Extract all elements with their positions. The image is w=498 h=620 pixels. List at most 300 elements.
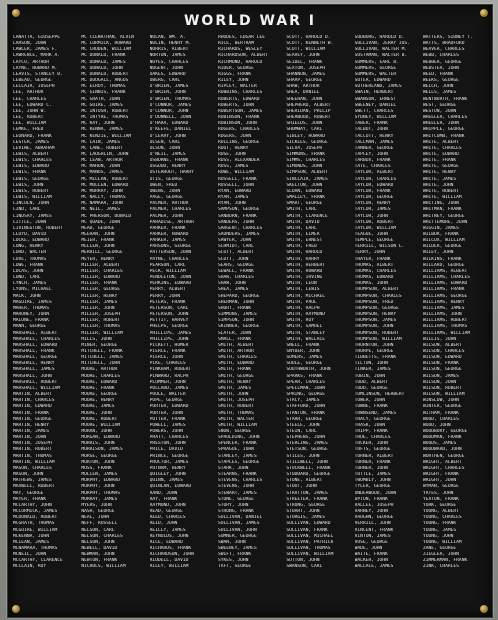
name-entry: SMITH, CARL xyxy=(286,207,317,213)
name-entry: WILLIAMS, EDWARD xyxy=(422,281,468,287)
name-entry: SMITH, JAMES xyxy=(217,385,252,391)
name-entry: SCOTT, KENNETH W. xyxy=(286,41,334,47)
name-entry: MANN, GEORGE xyxy=(13,324,47,330)
name-entry: STEIN, CARL xyxy=(286,429,317,434)
name-entry: MARSHALL, FRANK xyxy=(13,348,55,354)
name-entry: SMITH, RAYMOND xyxy=(286,312,326,318)
name-entry: SANBORN, FRANK xyxy=(217,213,257,219)
name-entry: WRIGHT, FRANK xyxy=(422,472,459,478)
name-entry: WITHAM, FRANK xyxy=(422,410,459,416)
name-entry: ZANE, GEORGE xyxy=(422,545,457,551)
name-entry: MOORE, ARTHUR xyxy=(81,367,118,373)
name-entry: PRESTON, JOHN xyxy=(149,441,186,447)
name-entry: RICHARDS, WESLEY xyxy=(217,47,263,53)
name-entry: LEWIS, FRANK xyxy=(13,170,47,176)
name-entry: NOLIN, HENRY M. xyxy=(149,41,192,47)
name-entry: SHAW, CHARLES xyxy=(217,275,254,281)
name-entry: PHELPS, GEORGE xyxy=(149,324,189,330)
name-entry: OWEN, FRED xyxy=(149,182,178,188)
name-entry: STETSON, GEORGE xyxy=(286,447,328,453)
name-entry: MORRIS, JOHN xyxy=(81,441,115,447)
name-entry: MC KENZIE, WILLIAM xyxy=(81,133,132,139)
name-entry: LEWIS, ALBERT xyxy=(13,151,49,157)
name-entry: WELCH, JOHN xyxy=(422,84,454,90)
name-entry: TOMLINSON, HERBERT xyxy=(354,392,405,398)
name-entry: NEWELL, DAVID xyxy=(81,545,118,551)
name-entry: WILSON, ALBERT xyxy=(422,342,462,348)
name-entry: PIERCE, FRANK xyxy=(149,348,186,354)
name-entry: WILBUR, FRANK xyxy=(422,232,459,237)
name-entry: WILLIAMS, FRANK xyxy=(422,287,465,293)
name-entry: MILLER, HENRY xyxy=(81,293,118,299)
name-entry: MARTIN, GEORGE xyxy=(13,416,52,422)
name-entry: MCDONALD, ROBERT xyxy=(13,515,58,521)
name-entry: OLSEN, CARL xyxy=(149,139,181,145)
name-entry: STILLWELL, JOHN xyxy=(286,459,328,465)
name-entry: REED, CHARLES xyxy=(149,515,186,521)
name-entry: MC DONALD, FRANK xyxy=(81,53,126,59)
plaque-title: WORLD WAR I xyxy=(183,13,317,29)
name-entry: STACY, JAMES xyxy=(286,398,320,404)
name-entry: MCKENNA, JOHN xyxy=(13,533,49,539)
name-entry: VAUGHN, GEORGE xyxy=(354,515,394,521)
name-column xyxy=(150,35,216,607)
name-entry: SYKES, JOHN xyxy=(217,558,249,564)
name-entry: LANATTA, GIUSEPPE xyxy=(13,35,61,40)
name-entry: SKELTON, JOHN xyxy=(286,182,323,188)
name-entry: LEWIS, WILLIAM xyxy=(13,195,52,201)
name-entry: NEAL, JOHN xyxy=(81,515,109,521)
name-entry: READ, GEORGE xyxy=(149,509,183,515)
name-entry: SPRING, GEORGE xyxy=(286,392,326,398)
name-entry: MITCHELL, JOHN xyxy=(81,361,121,367)
name-entry: WILKINS, FRANK xyxy=(422,256,462,262)
name-entry: TRUE, CHARLES xyxy=(354,435,391,441)
name-entry: WHEELER, JOHN xyxy=(422,121,459,127)
name-entry: THOMPSON, ALBERT xyxy=(354,287,399,293)
name-entry: SULLIVAN, EDWARD xyxy=(286,521,331,527)
name-entry: STOUT, JOHN xyxy=(286,484,317,490)
name-entry: TARBOX, FRANK xyxy=(354,158,391,164)
name-entry: MC DOUGALL, ANGUS xyxy=(81,78,129,84)
name-entry: SIMMS, CHARLES xyxy=(286,158,326,164)
name-entry: MARSHALL, HENRY xyxy=(13,361,55,367)
name-entry: SIBLEY, HOWARD xyxy=(286,133,326,139)
name-entry: WHIPPLE, GEORGE xyxy=(422,127,465,133)
name-entry: RAY, FRANK xyxy=(149,496,178,502)
name-entry: MAYER, FRANK xyxy=(13,496,47,502)
name-entry: STEVENS, CHARLES xyxy=(217,478,263,484)
name-entry: STOCKWELL, FRANK xyxy=(286,465,331,471)
name-entry: TRIPP, FRANK xyxy=(354,429,388,434)
name-entry: VARNEY, JOHN xyxy=(354,509,388,515)
name-entry: STEARNS, FRANK xyxy=(217,472,257,478)
name-entry: SMITH, FRED xyxy=(286,244,317,250)
name-entry: MARTIN, JAMES xyxy=(13,429,49,434)
name-entry: ROBERTSON, JAMES xyxy=(217,108,263,114)
name-entry: PETERSON, CARL xyxy=(149,305,189,311)
name-entry: TEMPLE, GEORGE xyxy=(354,238,394,244)
name-entry: TINKER, JAMES xyxy=(354,367,391,373)
name-entry: TRASK, JOHN xyxy=(354,422,386,428)
name-entry: O'KEEFE, DANIEL xyxy=(149,127,192,133)
name-entry: LINCOLN, JOHN xyxy=(13,201,49,207)
name-entry: WOODMAN, FRANK xyxy=(422,435,462,441)
name-entry: NASH, GEORGE xyxy=(81,509,115,515)
name-entry: PRICE, DAVID xyxy=(149,447,183,453)
name-entry: MC INTOSH, ROBERT xyxy=(81,108,129,114)
name-entry: TUFTS, GEORGE xyxy=(354,447,391,453)
name-entry: TAYLOR, ROBERT xyxy=(354,219,394,225)
name-entry: WADE, JOHN xyxy=(354,545,383,551)
name-entry: SIMPSON, ALBERT xyxy=(286,170,328,176)
name-entry: WEEKS, GEORGE xyxy=(422,78,459,84)
name-entry: TODD, ALBERT xyxy=(354,379,388,385)
name-entry: SEAVEY, JOHN xyxy=(286,53,320,59)
name-entry: MORRISON, JAMES xyxy=(81,447,123,453)
name-entry: TAYLOR, FRANK xyxy=(354,188,391,194)
name-entry: MARTIN, CHARLES xyxy=(13,398,55,404)
name-entry: MURPHY, THOMAS xyxy=(81,490,121,496)
name-entry: SHANNON, JAMES xyxy=(286,71,326,77)
name-entry: WHITE, FRANK xyxy=(422,158,457,164)
name-entry: WILLIAMS, WILLIAM xyxy=(422,330,470,336)
name-entry: STUART, JOHN xyxy=(286,509,320,515)
name-entry: WHITE, EDWARD xyxy=(422,151,459,157)
name-entry: SOULE, GEORGE xyxy=(286,361,323,367)
name-entry: SUSTAMAN, WALTER B. xyxy=(354,53,408,59)
name-entry: MEEHAN, JOHN xyxy=(81,232,115,237)
name-entry: THOMPSON, ROBERT xyxy=(354,330,399,336)
name-entry: TAPLEY, JOHN xyxy=(354,151,388,157)
name-entry: SMITH, CHARLES xyxy=(217,355,257,361)
name-entry: SHEEHAN, JOHN xyxy=(286,96,323,102)
name-entry: SWEENEY, JAMES xyxy=(217,545,257,551)
name-entry: MC DONALD, ROBERT xyxy=(81,71,129,77)
name-entry: WOODS, JAMES xyxy=(422,441,457,447)
name-entry: WAITE, FRANK xyxy=(354,552,388,558)
name-entry: LOCKE, EDWARD xyxy=(13,238,49,244)
name-entry: SARGENT, CHARLES xyxy=(217,225,263,231)
name-entry: MC GUIRE, JAMES xyxy=(81,102,123,108)
name-entry: MC LAUGHLIN, JOHN xyxy=(81,151,129,157)
name-entry: PENDLETON, JOHN xyxy=(149,275,192,281)
name-entry: YOUNG, ALBERT xyxy=(422,509,459,515)
name-entry: LONG, HENRY xyxy=(13,244,44,250)
name-entry: MAHER, THOMAS xyxy=(13,305,49,311)
name-entry: MARTIN, THOMAS xyxy=(13,453,52,459)
name-entry: RUSSELL, JOHN xyxy=(217,182,254,188)
name-entry: REILLY, JAMES xyxy=(149,527,186,533)
name-entry: SUMMERS, WALTER xyxy=(354,71,397,77)
name-entry: WILSON, FRANK xyxy=(422,361,459,367)
name-entry: MCCARTHY, CLARENCE xyxy=(13,558,63,564)
name-entry: PRINCE, GEORGE xyxy=(149,453,189,459)
name-entry: WILLIAMS, JOHN xyxy=(422,312,462,318)
name-entry: NELSON, JOHN xyxy=(81,539,115,545)
name-entry: SWIFT, FRANK xyxy=(217,552,252,558)
name-entry: MARSHALL, ROBERT xyxy=(13,379,58,385)
name-entry: OLSON, JOHN xyxy=(149,145,181,151)
name-entry: SUMNER, GEORGE xyxy=(217,533,257,539)
name-entry: OWENS, JOHN xyxy=(149,188,181,194)
name-entry: TOWNSEND, JAMES xyxy=(354,410,397,416)
name-entry: THORNTON, JOHN xyxy=(354,342,394,348)
name-entry: THOMAS, EDWARD xyxy=(354,275,394,281)
name-entry: TURNER, JOHN xyxy=(354,465,388,471)
name-entry: MCCLAIN, ROY xyxy=(13,564,47,570)
name-entry: WILLIAMS, ROBERT xyxy=(422,318,468,324)
name-entry: WEED, FRANK xyxy=(422,71,454,77)
name-entry: STONE, ALBERT xyxy=(286,478,323,484)
name-entry: TAYLOR, JOHN xyxy=(354,213,388,219)
name-entry: PATTERSON, JOHN xyxy=(149,250,192,256)
name-entry: O'BRIEN, JAMES xyxy=(149,84,189,90)
name-entry: O'BRIEN, THOMAS xyxy=(149,96,192,102)
name-entry: MCLEAN, JAMES xyxy=(13,539,49,545)
name-entry: VALLEE, JOSEPH xyxy=(354,502,394,508)
name-entry: SMITH, LEWIS xyxy=(286,287,320,293)
name-entry: OBERG, CARL xyxy=(149,78,181,84)
name-entry: WILSON, JOHN xyxy=(422,379,457,385)
name-entry: WOOD, JOHN xyxy=(422,422,451,428)
name-entry: SHIELDS, JOHN xyxy=(286,121,323,127)
name-entry: SMITH, ROY xyxy=(286,318,314,324)
name-entry: MEIER, FRANK xyxy=(81,238,115,244)
name-entry: STONE, GEORGE xyxy=(217,496,254,502)
name-entry: SMITH, SAMUEL xyxy=(286,324,323,330)
name-entry: SMITH, STANLEY xyxy=(286,330,326,336)
name-entry: WHITE, GEORGE xyxy=(422,164,459,170)
name-entry: SHEPHERD, ALBERT xyxy=(286,102,331,108)
name-entry: TOWNE, FRANK xyxy=(354,404,388,410)
name-entry: MC NEIL, JAMES xyxy=(81,207,121,213)
name-entry: TUTTLE, JAMES xyxy=(354,472,391,478)
name-entry: TODD, GEORGE xyxy=(354,385,388,391)
name-entry: MARTIN, WILLIAM xyxy=(13,459,55,465)
name-entry: SHAW, JOHN xyxy=(217,281,246,287)
name-entry: RUSSELL, FRANK xyxy=(217,176,257,182)
name-entry: SULLIVAN, WILLIAM xyxy=(286,552,334,558)
name-entry: TAYLOR, ALBERT xyxy=(354,170,394,176)
name-entry: MOORE, EDWARD xyxy=(81,379,118,385)
name-entry: SPELLMAN, JOHN xyxy=(286,385,326,391)
name-entry: SMITH, IRVING xyxy=(286,275,323,281)
name-entry: ZINK, CHARLES xyxy=(422,564,459,570)
name-entry: MCCARTHY, JOHN xyxy=(13,502,52,508)
name-entry: PERKINS, EDWARD xyxy=(149,281,192,287)
name-entry: ROBINSON, JOHN xyxy=(217,121,257,127)
name-entry: ROSS, JAMES xyxy=(217,164,249,170)
name-entry: MC CRUDEN, WILLIAM xyxy=(81,47,132,53)
name-entry: WYMAN, GEORGE xyxy=(422,484,459,490)
name-entry: SHORT, FRANK xyxy=(217,305,252,311)
name-entry: MILLER, THOMAS xyxy=(81,324,121,330)
name-entry: STAFFORD, JOHN xyxy=(286,404,326,410)
name-entry: MILLER, GEORGE xyxy=(81,287,121,293)
name-entry: MARTIN, ROBERT xyxy=(13,447,52,453)
name-entry: TYLER, GEORGE xyxy=(354,484,391,490)
name-entry: SEWALL, FRANK xyxy=(217,268,254,274)
name-entry: RYAN, JOHN xyxy=(217,201,246,207)
name-entry: SHAW, ARTHUR xyxy=(286,84,320,90)
name-entry: SPRAGUE, JOHN xyxy=(217,447,254,453)
name-entry: TALLMAN, JAMES xyxy=(354,139,394,145)
name-entry: SMITH, LEON xyxy=(286,281,317,287)
name-entry: SMITH, HENRY xyxy=(217,379,252,385)
name-entry: STURGIS, JAMES xyxy=(286,515,326,521)
name-entry: SHERWOOD, ROBERT xyxy=(286,115,331,121)
name-entry: LYONS, MICHAEL xyxy=(13,287,52,293)
name-entry: VERRILL, JOHN xyxy=(354,521,391,527)
name-entry: THOMAS, JOHN xyxy=(354,281,388,287)
name-entry: MARTIN, HENRY xyxy=(13,422,49,428)
name-entry: MC LANE, ROBERT xyxy=(81,145,123,151)
name-entry: PRATT, CHARLES xyxy=(149,435,189,441)
name-entry: LEE, EDWARD C. xyxy=(13,102,52,108)
name-entry: RICHARDSON, JOHN xyxy=(149,552,194,558)
name-entry: WRIGHT, CHARLES xyxy=(422,465,465,471)
name-entry: MARTIN, FRANK xyxy=(13,410,49,416)
name-entry: SULLIVAN, DANIEL xyxy=(217,515,263,521)
name-entry: SPAULDING, JOHN xyxy=(217,435,260,441)
name-entry: LEWIS, CHARLES xyxy=(13,158,52,164)
name-entry: SULLIVAN, WALTER M. xyxy=(354,47,408,53)
name-entry: WEST, GEORGE xyxy=(422,102,457,108)
name-entry: TURNER, ALBERT xyxy=(354,453,394,459)
name-entry: SMITH, HERBERT xyxy=(286,262,326,268)
name-entry: RICHARDS, FRANK xyxy=(149,545,192,551)
name-entry: MILLER, WILLIAM xyxy=(81,330,123,336)
name-entry: SHEA, DANIEL xyxy=(286,90,320,96)
name-entry: OAKES, EDWARD xyxy=(149,71,186,77)
name-entry: THOMPSON, JOHN xyxy=(354,324,394,330)
name-entry: SMITH, EDWARD xyxy=(217,361,254,367)
name-entry: LAYCO, ARTHUR xyxy=(13,59,49,65)
name-entry: MOORE, JOHN xyxy=(81,410,112,416)
name-entry: POTTER, FRANK xyxy=(149,416,186,422)
name-entry: PALMER, JOHN xyxy=(149,213,183,219)
name-entry: WILLIAMS, GEORGE xyxy=(422,293,468,299)
name-entry: STARK, JOHN xyxy=(217,465,249,471)
name-entry: MCCORMICK, JAMES xyxy=(13,509,58,515)
name-entry: MC ELROY, THOMAS xyxy=(81,84,126,90)
name-entry: ROSS, ALEXANDER xyxy=(217,158,260,164)
name-entry: PIKE, CHARLES xyxy=(149,361,186,367)
name-entry: SHERIDAN, PHILIP xyxy=(286,108,331,114)
name-entry: PINWARD, RALPH xyxy=(149,373,189,379)
name-entry: MCNAMARA, THOMAS xyxy=(13,545,58,551)
name-entry: LEWIS, GEORGE xyxy=(13,176,49,182)
name-entry: THOMAS, ALBERT xyxy=(354,262,394,268)
name-entry: MURRAY, JAMES xyxy=(81,496,118,502)
name-entry: YOUNG, FRANK xyxy=(422,521,457,527)
name-entry: MC CORMICK, HOWARD xyxy=(81,41,132,47)
name-entry: SMITH, FRANK xyxy=(217,367,252,373)
name-entry: MC CLENATHAN, ALVIN xyxy=(81,35,134,40)
name-entry: SLOAN, EDWARD xyxy=(286,188,323,194)
name-entry: STEWART, JAMES xyxy=(217,490,257,496)
name-entry: VOSE, GEORGE xyxy=(354,539,388,545)
name-entry: SWETT, CHARLES xyxy=(354,108,394,114)
name-entry: PALMER, CHARLES xyxy=(149,207,192,213)
name-entry: LEE, JOHN W. xyxy=(13,108,47,114)
name-entry: OSGOOD, HENRY xyxy=(149,164,186,170)
name-entry: MARTIN, ALBERT xyxy=(13,392,52,398)
name-entry: SHEPARD, GEORGE xyxy=(217,293,260,299)
name-entry: POPE, GEORGE xyxy=(149,398,183,404)
name-entry: MARSHALL, EDWARD xyxy=(13,342,58,348)
name-entry: SMITH, MICHAEL xyxy=(286,293,326,299)
name-entry: SMALLEY, FRANK xyxy=(286,195,326,201)
name-entry: MOORE, FRANK xyxy=(81,385,115,391)
name-entry: MC DONALD, JOHN xyxy=(81,65,123,71)
name-entry: THOMPSON, GEORGE xyxy=(354,305,399,311)
name-entry: MILLER, JAMES xyxy=(81,299,118,305)
name-entry: LITTLE, JOHN xyxy=(13,219,47,225)
name-entry: LOVE, THOMAS xyxy=(13,256,47,262)
name-entry: WHITE, ROBERT xyxy=(422,188,459,194)
name-entry: STRATTON, JAMES xyxy=(286,490,328,496)
name-entry: PAYNE, CHARLES xyxy=(149,256,189,262)
name-entry: MC LEAN, ARTHUR xyxy=(81,158,123,164)
name-entry: SPENCER, FRANK xyxy=(217,441,257,447)
name-entry: MINER, GEORGE xyxy=(81,342,118,348)
name-entry: MORTON, JOHN xyxy=(81,459,115,465)
name-entry: SOUTHWORTH, JOHN xyxy=(286,367,331,373)
name-entry: MALONE, FRANK xyxy=(13,318,49,324)
name-entry: LEE, WILLIAM xyxy=(13,121,47,127)
name-entry: RICE, EDWARD xyxy=(149,539,183,545)
name-entry: SMITH, EARL xyxy=(286,225,317,231)
name-entry: WILLIAMS, ALBERT xyxy=(422,268,468,274)
name-entry: PHILLIPS, JAMES xyxy=(149,330,192,336)
name-entry: WHITNEY, GEORGE xyxy=(422,213,465,219)
name-column xyxy=(81,35,147,607)
name-entry: OTIS, GEORGE xyxy=(149,176,183,182)
name-entry: STANLEY, JAMES xyxy=(217,453,257,459)
name-entry: SLATER, JOHN xyxy=(217,330,252,336)
name-entry: TAYLOR, EDWARD xyxy=(354,182,394,188)
name-entry: SPARKS, FRANK xyxy=(286,373,323,379)
name-entry: WINTER, GEORGE xyxy=(422,404,462,410)
name-entry: YOUNG, JOHN xyxy=(422,533,454,539)
name-entry: WHITING, JOHN xyxy=(422,201,459,207)
name-entry: PETERSON, JOHN xyxy=(149,312,189,318)
name-entry: MARTIN, JOHN xyxy=(13,435,47,441)
name-entry: STERLING, JAMES xyxy=(286,441,328,447)
name-entry: MYERS, JOHN xyxy=(81,502,112,508)
name-entry: TALBOT, JOHN xyxy=(354,127,388,133)
name-entry: RICE, BERTRAM xyxy=(217,41,254,47)
name-entry: TAYLOR, WILLIAM xyxy=(354,225,397,231)
name-entry: LIND, CARL xyxy=(13,207,41,213)
name-entry: WIGGIN, JAMES xyxy=(422,225,459,231)
name-entry: RAND, JOHN xyxy=(149,490,178,496)
name-entry: NOYES, CHARLES xyxy=(149,59,189,65)
name-entry: ROWE, WILLIAM xyxy=(217,170,254,176)
memorial-plaque xyxy=(7,4,493,618)
name-entry: NELSON, CARL xyxy=(81,527,115,533)
name-entry: LEAVIS, STANLEY B. xyxy=(13,71,63,77)
name-entry: WOODBURY, GEORGE xyxy=(422,429,468,434)
name-entry: WHITMAN, FRANK xyxy=(422,207,462,213)
name-entry: WATTERS, SIDNEY T. xyxy=(422,35,473,40)
name-entry: MURPHY, JOHN xyxy=(81,484,115,490)
name-entry: MELLEN, JOHN xyxy=(81,244,115,250)
name-entry: REYNOLDS, JOHN xyxy=(149,533,189,539)
name-entry: SWANSON, ERNEST xyxy=(354,96,397,102)
